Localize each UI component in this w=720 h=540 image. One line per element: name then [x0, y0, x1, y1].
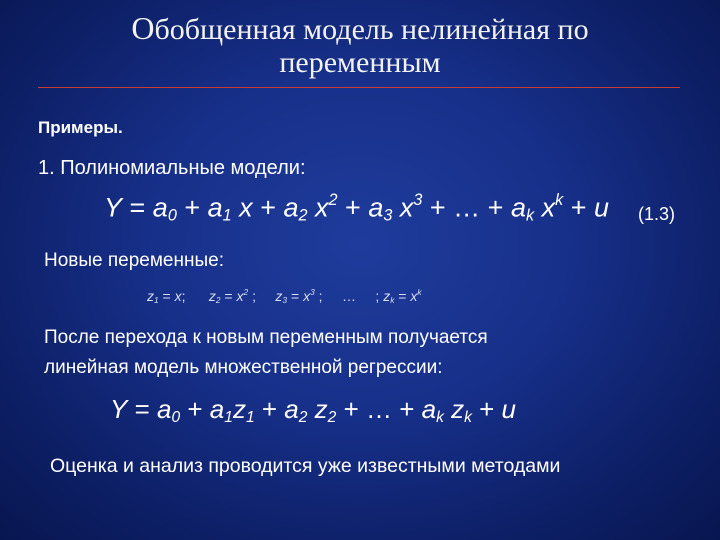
title-line-1-rest: бобщенная модель нелинейная по	[154, 13, 589, 46]
conclusion-text: Оценка и анализ проводится уже известными методами	[50, 455, 561, 477]
title-line-1	[40, 12, 680, 46]
title-divider	[38, 87, 680, 88]
transition-text-line-2: линейная модель множественной регрессии:	[44, 357, 443, 378]
examples-heading: Примеры.	[38, 118, 123, 137]
slide-title	[40, 12, 680, 79]
polynomial-equation: $Y = a_0 + a_1$ $x + a_2$ $x^2 + a_3$ $x^3$ + … + $a_k$ $x^k + u$	[104, 191, 609, 225]
new-variables-definitions: $z_1 = x$; $z_2 = x^2$ ; $z_3 = x^3$ ; … ; $z_k = x^k$	[147, 287, 422, 305]
new-variables-label: Новые переменные:	[44, 250, 224, 271]
linear-regression-equation: $Y = a_0 + a_1z_1 + a_2$ $z_2$ + … + $a_k$ $z_k + u$	[110, 394, 517, 426]
equation-number: (1.3)	[638, 204, 676, 224]
transition-text-line-1: После перехода к новым переменным получается	[44, 327, 488, 348]
polynomial-models-item: 1. Полиномиальные модели:	[38, 157, 306, 179]
title-line-2: переменным	[279, 46, 441, 79]
title-first-letter: О	[131, 10, 155, 46]
